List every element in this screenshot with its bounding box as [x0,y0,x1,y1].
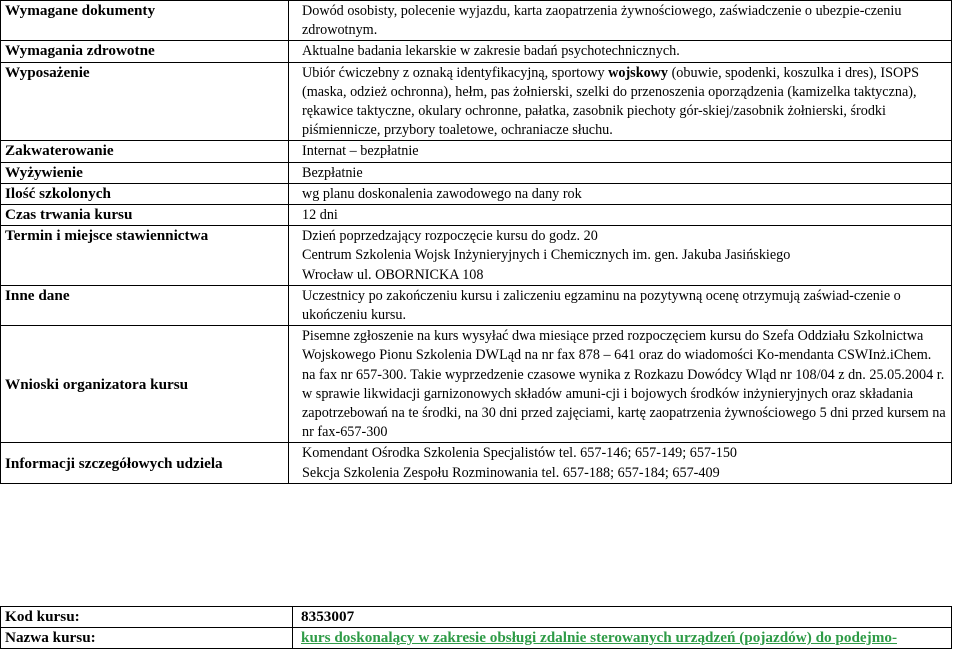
row-termin-miejsce [1,226,952,286]
row-nazwa-kursu [1,628,952,649]
row-wymagania-zdrowotne [1,41,952,62]
value-zakwaterowanie: Internat – bezpłatnie [289,141,952,162]
label-inne-dane: Inne dane [1,285,289,325]
row-kod-kursu [1,607,952,628]
value-inne-dane: Uczestnicy po zakończeniu kursu i zaliczeniu egzaminu na pozytywną ocenę otrzymują zaświad-czenie o ukończeniu kursu. [289,285,952,325]
value-ilosc-szkolonych: wg planu doskonalenia zawodowego na dany rok [289,183,952,204]
label-wymagane-dokumenty: Wymagane dokumenty [1,1,289,41]
row-wyzywienie [1,162,952,183]
row-inne-dane [1,285,952,325]
value-wyzywienie: Bezpłatnie [289,162,952,183]
course-id-table [0,606,952,649]
row-wnioski-organizatora [1,326,952,443]
label-termin-miejsce: Termin i miejsce stawiennictwa [1,226,289,286]
value-nazwa-kursu[interactable] [293,628,952,649]
value-informacje-szczegolowe [289,443,952,483]
value-czas-trwania: 12 dni [289,205,952,226]
label-zakwaterowanie: Zakwaterowanie [1,141,289,162]
label-informacje-szczegolowe: Informacji szczegółowych udziela [1,443,289,483]
value-wnioski-organizatora: Pisemne zgłoszenie na kurs wysyłać dwa miesiące przed rozpoczęciem kursu do Szefa Oddziału Szkolnictwa Wojskowego Pionu Szkolenia DWLąd na nr fax 878 – 641 oraz do wiadomości Ko-mendanta CSWInż.iChem. na fax nr 657-300. Takie wyprzedzenie czasowe wynika z Rozkazu Dowódcy Wląd nr 108/04 z dn. 25.05.2004 r. w sprawie likwidacji garnizonowych składów amuni-cji i bojowych środków inżynieryjnych oraz składania zapotrzebowań na te środki, na 30 dni przed zajęciami, kartę zaopatrzenia żywnościowego 5 dni przed kursem na nr fax-657-300 [289,326,952,443]
termin-line-3: Wrocław ul. OBORNICKA 108 [302,266,484,283]
label-wnioski-organizatora: Wnioski organizatora kursu [1,326,289,443]
row-czas-trwania [1,205,952,226]
row-ilosc-szkolonych [1,183,952,204]
informacje-line-2: Sekcja Szkolenia Zespołu Rozminowania tel. 657-188; 657-184; 657-409 [302,464,720,481]
row-zakwaterowanie [1,141,952,162]
row-wymagane-dokumenty [1,1,952,41]
label-kod-kursu: Kod kursu: [1,607,293,628]
value-wymagane-dokumenty: Dowód osobisty, polecenie wyjazdu, karta zaopatrzenia żywnościowego, zaświadczenie o ubezpie-czeniu zdrowotnym. [289,1,952,41]
value-wyposazenie [289,62,952,141]
termin-line-1: Dzień poprzedzający rozpoczęcie kursu do godz. 20 [302,228,598,245]
termin-line-2: Centrum Szkolenia Wojsk Inżynieryjnych i Chemicznych im. gen. Jakuba Jasińskiego [302,247,791,264]
wyposazenie-text-bold: wojskowy [608,64,669,81]
label-wymagania-zdrowotne: Wymagania zdrowotne [1,41,289,62]
label-czas-trwania: Czas trwania kursu [1,205,289,226]
informacje-line-1: Komendant Ośrodka Szkolenia Specjalistów tel. 657-146; 657-149; 657-150 [302,445,738,462]
value-termin-miejsce [289,226,952,286]
wyposazenie-text-1: Ubiór ćwiczebny z oznaką identyfikacyjną, sportowy [302,64,609,81]
course-name-link[interactable]: kurs doskonalący w zakresie obsługi zdalnie sterowanych urządzeń (pojazdów) do podejmo- [301,629,897,646]
label-wyposazenie: Wyposażenie [1,62,289,141]
row-wyposazenie [1,62,952,141]
wyposazenie-text-2: (obuwie, spodenki, koszulka i dres), ISOPS (maska, odzież ochronna), hełm, pas żołnierski, szelki do przenoszenia oporządzenia (kamizelka taktyczna), rękawice taktyczne, okulary ochronne, pałatka, zasobnik piechoty gór-skiej/zasobnik żołnierski, środki piśmiennicze, przybory toaletowe, ochraniacze słuchu. [302,64,920,139]
label-wyzywienie: Wyżywienie [1,162,289,183]
label-nazwa-kursu: Nazwa kursu: [1,628,293,649]
value-kod-kursu: 8353007 [293,607,952,628]
label-ilosc-szkolonych: Ilość szkolonych [1,183,289,204]
value-wymagania-zdrowotne: Aktualne badania lekarskie w zakresie badań psychotechnicznych. [289,41,952,62]
row-informacje-szczegolowe [1,443,952,483]
